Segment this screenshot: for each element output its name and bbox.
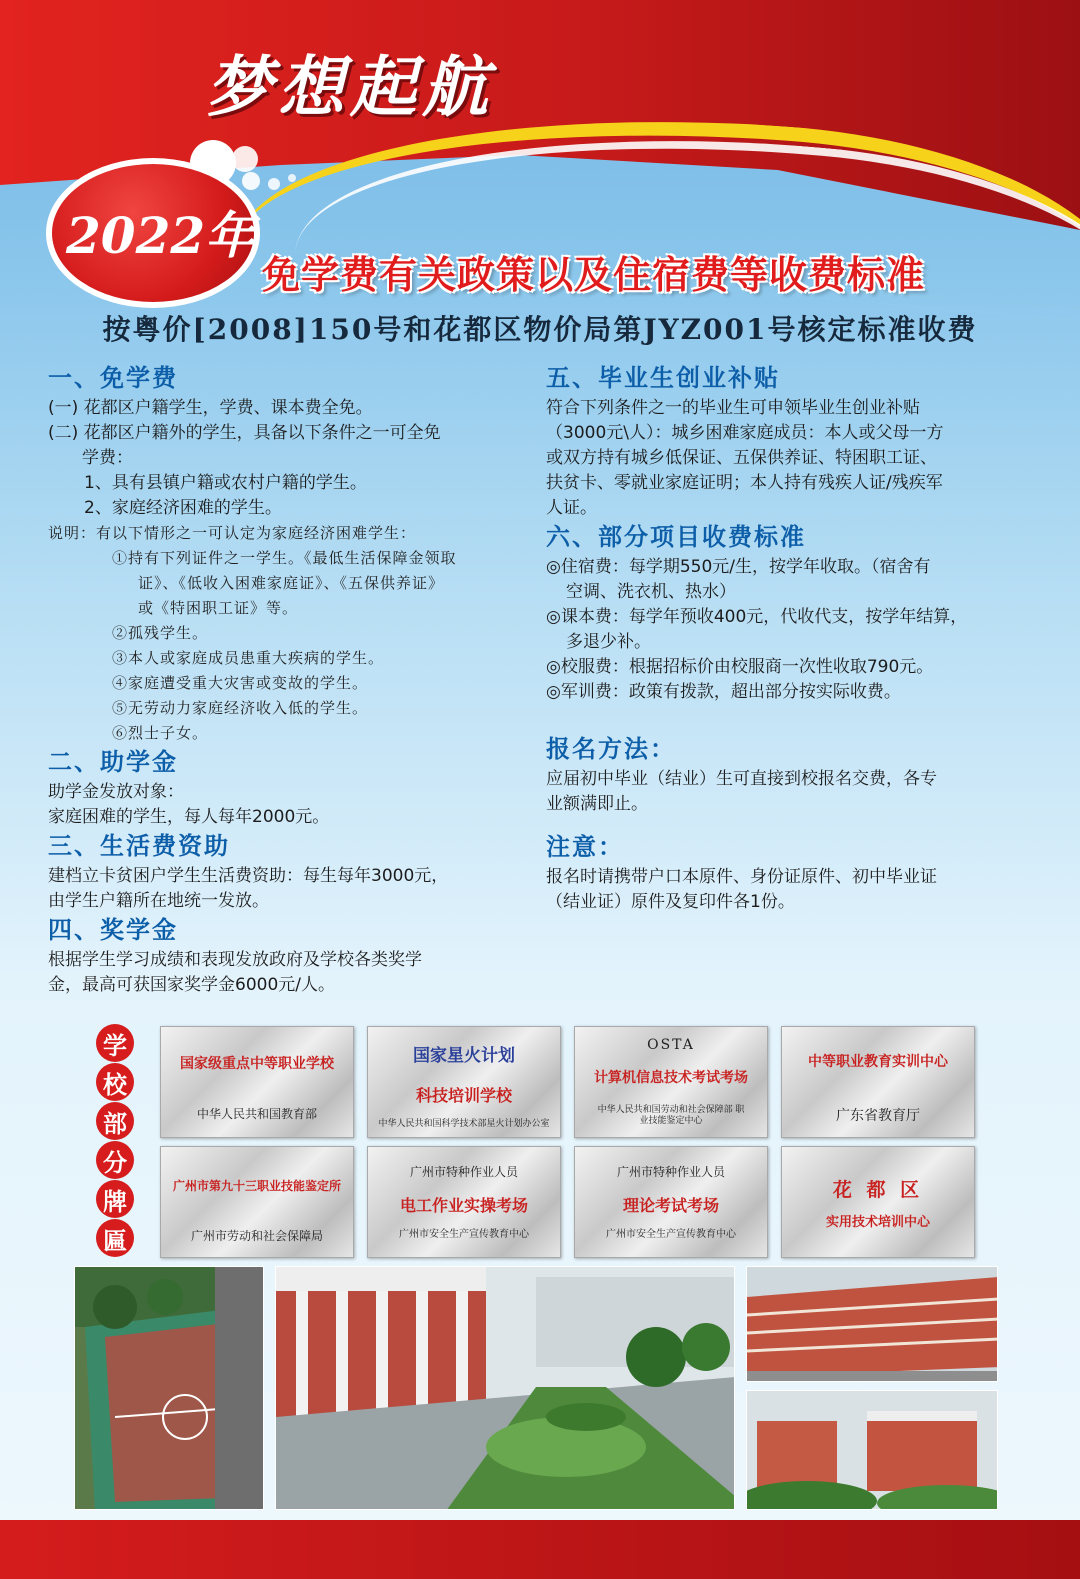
section-title-grant: 二、助学金 bbox=[48, 748, 178, 776]
plaque-issuer: 广州市劳动和社会保障局 bbox=[190, 1229, 323, 1243]
section-title-living-aid: 三、生活费资助 bbox=[48, 832, 230, 860]
page-subtitle: 按粤价[2008]150号和花都区物价局第JYZ001号核定标准收费 bbox=[102, 313, 978, 346]
section-title-enrollment: 报名方法： bbox=[546, 735, 676, 763]
label-char: 匾 bbox=[96, 1219, 134, 1257]
plaque-issuer: 中华人民共和国教育部 bbox=[196, 1107, 317, 1121]
plaque-electrician-exam bbox=[367, 1146, 561, 1258]
text-line: 应届初中毕业（结业）生可直接到校报名交费，各专 bbox=[546, 769, 937, 789]
slogan: 梦想起航 bbox=[206, 49, 494, 126]
label-char: 校 bbox=[96, 1063, 134, 1101]
section-title-startup-subsidy: 五、毕业生创业补贴 bbox=[546, 364, 780, 392]
text-line: 空调、洗衣机、热水） bbox=[566, 582, 736, 602]
section-title-scholarship: 四、奖学金 bbox=[48, 916, 178, 944]
text-line: 报名时请携带户口本原件、身份证原件、初中毕业证 bbox=[546, 867, 937, 887]
page-title: 免学费有关政策以及住宿费等收费标准 bbox=[262, 252, 926, 297]
label-char: 牌 bbox=[96, 1180, 134, 1218]
decor-bubble bbox=[268, 178, 280, 190]
note-item: 证》、《低收入困难家庭证》、《五保供养证》 bbox=[138, 574, 445, 592]
courtyard-illustration bbox=[276, 1267, 735, 1510]
label-char: 分 bbox=[96, 1141, 134, 1179]
text-line: 符合下列条件之一的毕业生可申领毕业生创业补贴 bbox=[546, 398, 920, 418]
plaque-subtitle: 电工作业实操考场 bbox=[399, 1196, 528, 1215]
right-column bbox=[546, 362, 1036, 915]
text-line: 多退少补。 bbox=[566, 632, 651, 652]
label-char: 学 bbox=[96, 1024, 134, 1062]
decor-bubble bbox=[242, 172, 260, 190]
note-item: 或《特困职工证》等。 bbox=[138, 599, 299, 617]
text-line: 建档立卡贫困户学生生活费资助：每生每年3000元， bbox=[48, 866, 449, 886]
campus-photo-building-1 bbox=[746, 1266, 998, 1382]
text-line: ◎住宿费：每学期550元/生，按学年收取。（宿舍有 bbox=[546, 557, 931, 577]
campus-photo-building-2 bbox=[746, 1390, 998, 1510]
plaque-title: 广州市特种作业人员 bbox=[409, 1165, 518, 1179]
plaque-theory-exam bbox=[574, 1146, 768, 1258]
plaque-issuer: 中华人民共和国科学技术部星火计划办公室 bbox=[378, 1119, 550, 1129]
plaque-subtitle: 科技培训学校 bbox=[415, 1086, 512, 1105]
text-line: 或双方持有城乡低保证、五保供养证、特困职工证、 bbox=[546, 448, 937, 468]
label-char: 部 bbox=[96, 1102, 134, 1140]
campus-photo-sports-court bbox=[74, 1266, 264, 1510]
plaque-title: 广州市第九十三职业技能鉴定所 bbox=[172, 1179, 341, 1193]
note-item: ①持有下列证件之一学生。《最低生活保障金领取 bbox=[112, 549, 457, 567]
plaque-subtitle: 实用技术培训中心 bbox=[825, 1215, 930, 1230]
plaque-title: 中等职业教育实训中心 bbox=[808, 1054, 948, 1070]
text-line: (一) 花都区户籍学生，学费、课本费全免。 bbox=[48, 398, 373, 418]
plaque-title: 花 都 区 bbox=[832, 1179, 924, 1201]
decor-bubble bbox=[232, 146, 258, 172]
note-item: ②孤残学生。 bbox=[112, 624, 209, 642]
plaque-title: OSTA bbox=[647, 1037, 695, 1053]
plaque-title: 国家级重点中等职业学校 bbox=[180, 1056, 334, 1072]
text-line: 1、具有县镇户籍或农村户籍的学生。 bbox=[84, 473, 367, 493]
text-line: ◎校服费：根据招标价由校服商一次性收取790元。 bbox=[546, 657, 934, 677]
text-line: 助学金发放对象： bbox=[48, 782, 184, 802]
court-illustration bbox=[75, 1267, 264, 1510]
plaque-subtitle: 计算机信息技术考试考场 bbox=[594, 1070, 748, 1086]
footer-bar bbox=[0, 1520, 1080, 1579]
section-title-tuition: 一、免学费 bbox=[48, 364, 178, 392]
text-line: 业额满即止。 bbox=[546, 794, 648, 814]
text-line: 由学生户籍所在地统一发放。 bbox=[48, 891, 269, 911]
plaque-osta bbox=[574, 1026, 768, 1138]
plaque-issuer: 广州市安全生产宣传教育中心 bbox=[399, 1229, 529, 1240]
text-line: ◎军训费：政策有拨款，超出部分按实际收费。 bbox=[546, 682, 901, 702]
text-line: 根据学生学习成绩和表现发放政府及学校各类奖学 bbox=[48, 950, 422, 970]
text-line: （结业证）原件及复印件各1份。 bbox=[546, 892, 795, 912]
note-title: 说明：有以下情形之一可认定为家庭经济困难学生： bbox=[48, 524, 417, 542]
plaque-issuer: 广东省教育厅 bbox=[836, 1108, 920, 1124]
plaque-subtitle: 理论考试考场 bbox=[622, 1196, 719, 1215]
plaque-training-center bbox=[781, 1026, 975, 1138]
plaque-national-key-school bbox=[160, 1026, 354, 1138]
building-illustration-2 bbox=[747, 1391, 998, 1510]
plaque-title: 国家星火计划 bbox=[413, 1046, 515, 1066]
note-item: ④家庭遭受重大灾害或变故的学生。 bbox=[112, 674, 369, 692]
text-line: 家庭困难的学生，每人每年2000元。 bbox=[48, 807, 330, 827]
decor-bubble bbox=[288, 174, 296, 182]
plaque-issuer: 广州市安全生产宣传教育中心 bbox=[606, 1229, 736, 1240]
text-line: （3000元\人）：城乡困难家庭成员：本人或父母一方 bbox=[546, 423, 944, 443]
year-text: 2022年 bbox=[66, 206, 256, 265]
plaque-section-label bbox=[96, 1024, 136, 1258]
text-line: 扶贫卡、零就业家庭证明；本人持有残疾人证/残疾军 bbox=[546, 473, 943, 493]
plaque-spark-program bbox=[367, 1026, 561, 1138]
text-line: 学费： bbox=[82, 448, 133, 468]
text-line: (二) 花都区户籍外的学生，具备以下条件之一可全免 bbox=[48, 423, 441, 443]
campus-photo-courtyard bbox=[275, 1266, 735, 1510]
note-item: ⑥烈士子女。 bbox=[112, 724, 209, 742]
note-item: ③本人或家庭成员患重大疾病的学生。 bbox=[112, 649, 385, 667]
text-line: 人证。 bbox=[546, 498, 597, 518]
text-line: 金，最高可获国家奖学金6000元/人。 bbox=[48, 975, 335, 995]
section-title-fees: 六、部分项目收费标准 bbox=[546, 523, 806, 551]
plaque-issuer: 中华人民共和国劳动和社会保障部 职业技能鉴定中心 bbox=[597, 1105, 745, 1126]
building-illustration bbox=[747, 1267, 998, 1382]
plaque-skill-appraisal bbox=[160, 1146, 354, 1258]
section-title-notice: 注意： bbox=[546, 833, 624, 861]
plaque-title: 广州市特种作业人员 bbox=[616, 1165, 725, 1179]
plaque-huadu-training bbox=[781, 1146, 975, 1258]
text-line: 2、家庭经济困难的学生。 bbox=[84, 498, 282, 518]
note-item: ⑤无劳动力家庭经济收入低的学生。 bbox=[112, 699, 369, 717]
text-line: ◎课本费：每学年预收400元，代收代支，按学年结算， bbox=[546, 607, 968, 627]
left-column bbox=[48, 362, 538, 998]
